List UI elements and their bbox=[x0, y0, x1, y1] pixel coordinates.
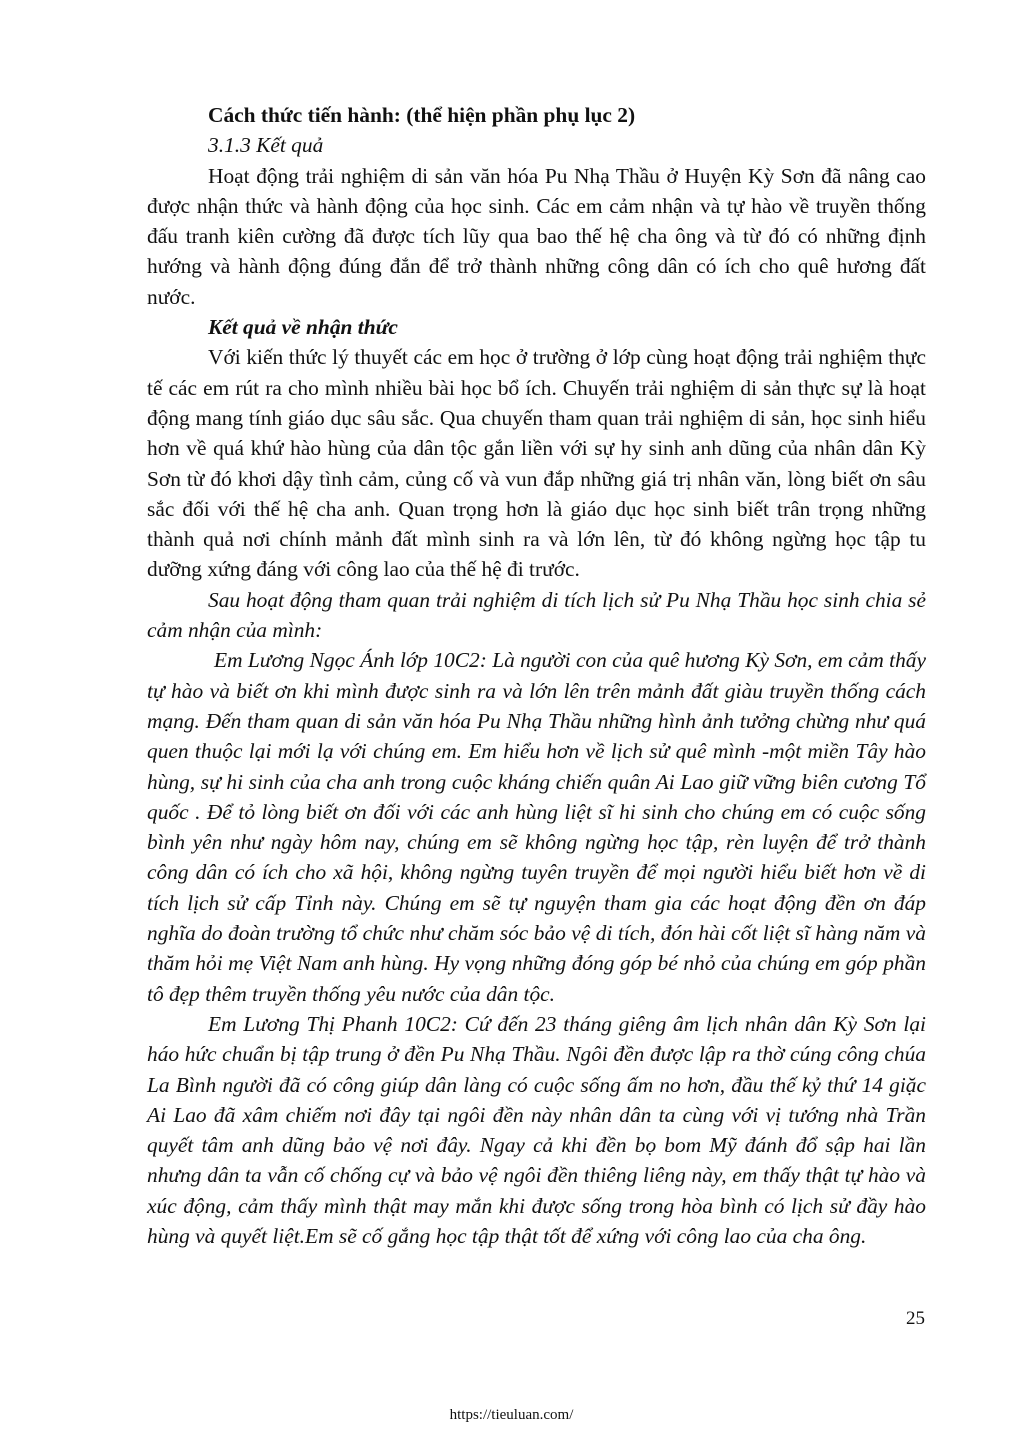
paragraph-intro: Hoạt động trải nghiệm di sản văn hóa Pu Nhạ Thầu ở Huyện Kỳ Sơn đã nâng cao được nhận thức và hành động của học sinh. Các em cảm nhận và tự hào về truyền thống đấu tranh kiên cường đã được tích lũy qua bao thế hệ cha ông và từ đó có những định hướng và hành động đúng đắn để trở thành những công dân có ích cho quê hương đất nước. bbox=[147, 163, 926, 309]
paragraph-share-intro: Sau hoạt động tham quan trải nghiệm di tích lịch sử Pu Nhạ Thầu học sinh chia sẻ cảm nhận của mình: bbox=[147, 587, 926, 643]
paragraph-awareness: Với kiến thức lý thuyết các em học ở trường ở lớp cùng hoạt động trải nghiệm thực tế các em rút ra cho mình nhiều bài học bổ ích. Chuyến trải nghiệm di sản thực sự là hoạt động mang tính giáo dục sâu sắc. Qua chuyến tham quan trải nghiệm di sản, học sinh hiểu hơn về quá khứ hào hùng của dân tộc gắn liền với sự hy sinh anh dũng của nhân dân Kỳ Sơn từ đó khơi dậy tình cảm, củng cố và vun đắp những giá trị nhân văn, lòng biết ơn sâu sắc đối với thế hệ cha anh. Quan trọng hơn là giáo dục học sinh biết trân trọng những thành quả nơi chính mảnh đất mình sinh ra và lớn lên, từ đó không ngừng học tập tu dưỡng xứng đáng với công lao của thế hệ đi trước. bbox=[147, 345, 926, 582]
subheading-awareness: Kết quả về nhận thức bbox=[208, 315, 398, 340]
quote-luong-ngoc-anh: Em Lương Ngọc Ánh lớp 10C2: Là người con của quê hương Kỳ Sơn, em cảm thấy tự hào và biết ơn khi mình được sinh ra và lớn lên trên mảnh đất giàu truyền thống cách mạng. Đến tham quan di sản văn hóa Pu Nhạ Thầu những hình ảnh tưởng chừng như quá quen thuộc lại mới lạ với chúng em. Em hiểu hơn về lịch sử quê mình -một miền Tây hào hùng, sự hi sinh của cha anh trong cuộc kháng chiến quân Ai Lao giữ vững biên cương Tổ quốc . Để tỏ lòng biết ơn đối với các anh hùng liệt sĩ hi sinh cho chúng em có cuộc sống bình yên như ngày hôm nay, chúng em sẽ không ngừng học tập, rèn luyện để trở thành công dân có ích cho xã hội, không ngừng tuyên truyền để mọi người hiểu biết hơn về di tích lịch sử cấp Tỉnh này. Chúng em sẽ tự nguyện tham gia các hoạt động đền ơn đáp nghĩa do đoàn trường tổ chức như chăm sóc bảo vệ di tích, đón hài cốt liệt sĩ hàng năm và thăm hỏi mẹ Việt Nam anh hùng. Hy vọng những đóng góp bé nhỏ của chúng em góp phần tô đẹp thêm truyền thống yêu nước của dân tộc. bbox=[147, 648, 926, 1006]
quote-luong-thi-phanh: Em Lương Thị Phanh 10C2: Cứ đến 23 tháng giêng âm lịch nhân dân Kỳ Sơn lại háo hức chuẩn bị tập trung ở đền Pu Nhạ Thầu. Ngôi đền được lập ra thờ cúng công chúa La Bình người đã có công giúp dân làng có cuộc sống ấm no hơn, đầu thế kỷ thứ 14 giặc Ai Lao đã xâm chiếm nơi đây tại ngôi đền này nhân dân ta cùng với vị tướng nhà Trần quyết tâm anh dũng bảo vệ nơi đây. Ngay cả khi đền bọ bom Mỹ đánh đổ sập hai lần nhưng dân ta vẫn cố chống cự và bảo vệ ngôi đền thiêng liêng này, em thấy thật tự hào và xúc động, cảm thấy mình thật may mắn khi được sống trong hòa bình có lịch sử đầy hào hùng và quyết liệt.Em sẽ cố gắng học tập thật tốt để xứng với công lao của cha ông. bbox=[147, 1011, 926, 1248]
page-number: 25 bbox=[906, 1308, 925, 1329]
document-body bbox=[147, 98, 926, 1251]
footer-url: https://tieuluan.com/ bbox=[449, 1407, 574, 1423]
section-result-title: 3.1.3 Kết quả bbox=[208, 133, 324, 158]
heading-method: Cách thức tiến hành: (thể hiện phần phụ lục 2) bbox=[208, 103, 636, 127]
